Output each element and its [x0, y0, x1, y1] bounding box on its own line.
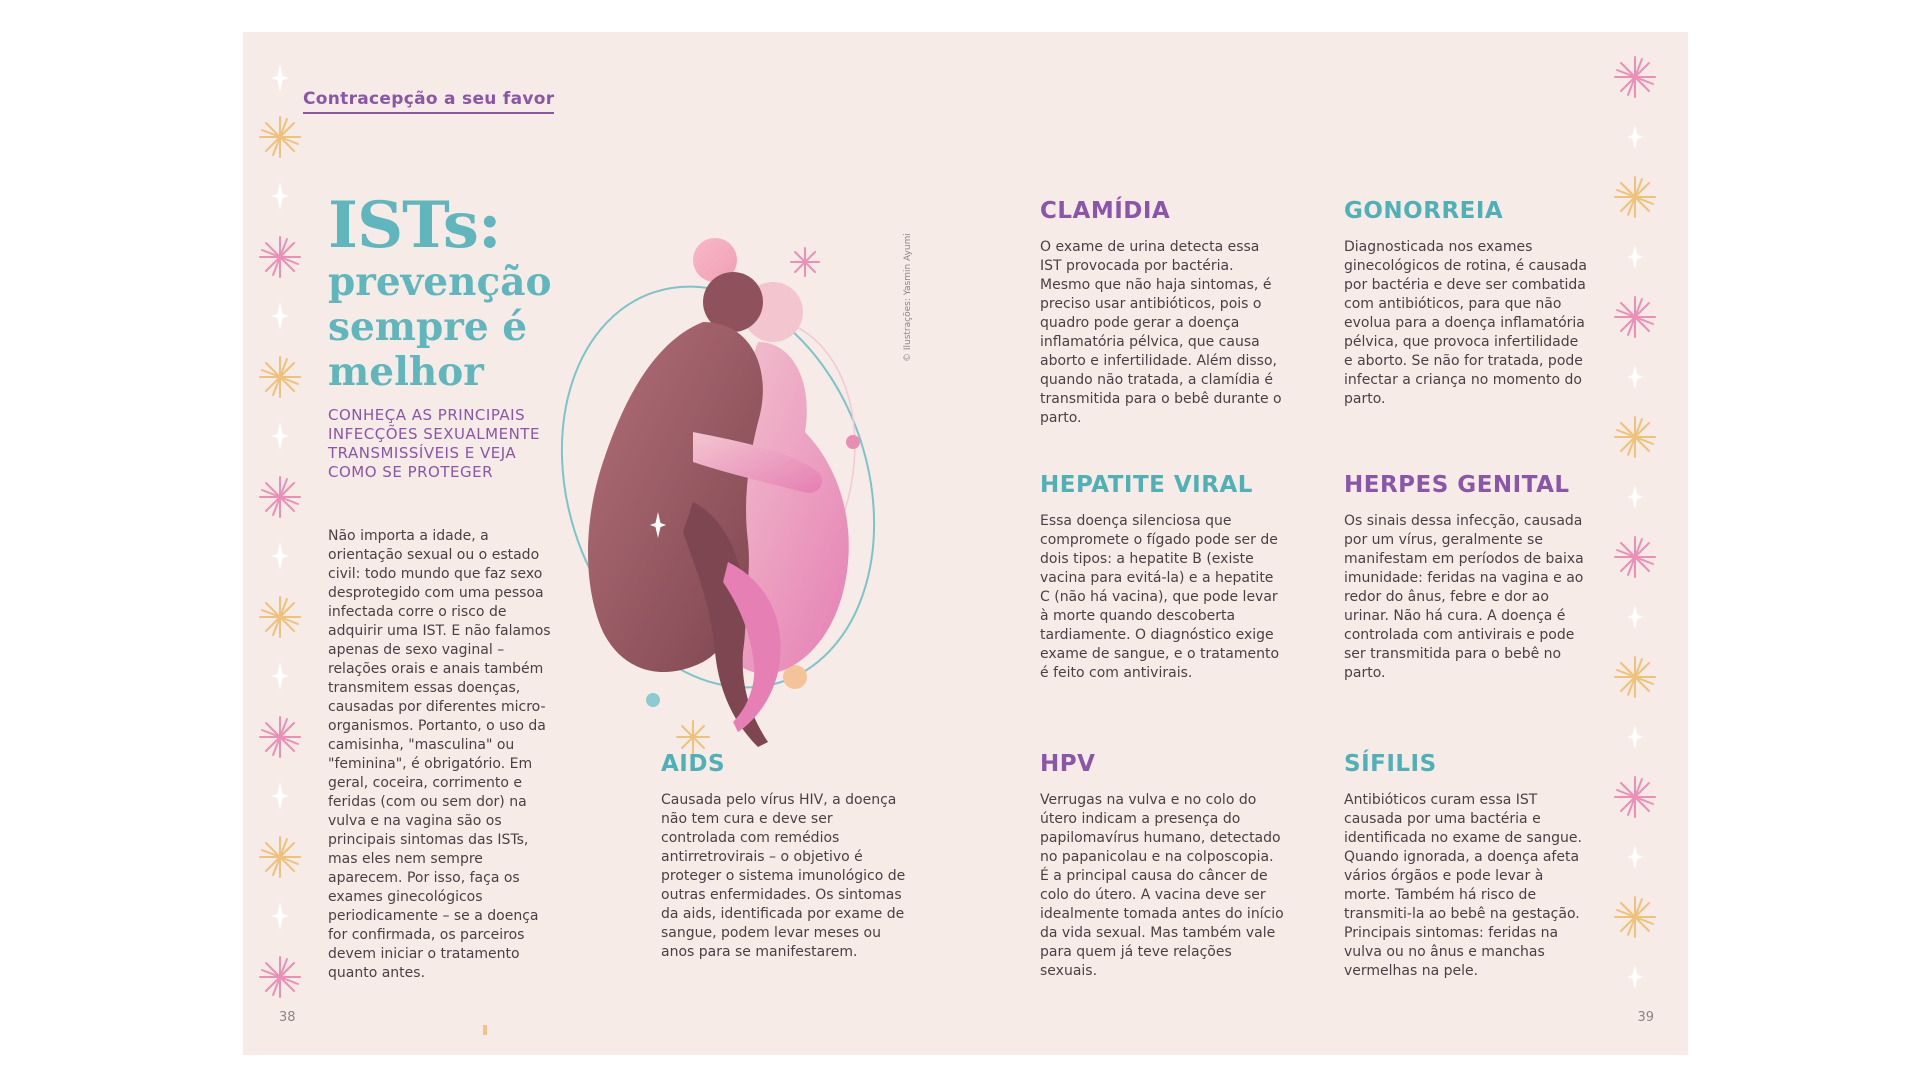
white-sparkle-icon — [1627, 245, 1643, 269]
pink-star-icon — [1615, 777, 1655, 817]
illustration-credit-wrap — [903, 232, 917, 362]
sparkle-column-right — [1610, 37, 1660, 1037]
block-title-clamidia: CLAMÍDIA — [1040, 198, 1171, 224]
block-gonorreia — [1344, 198, 1589, 409]
white-sparkle-icon — [1627, 725, 1643, 749]
subtitle: CONHEÇA AS PRINCIPAIS INFECÇÕES SEXUALMENTE TRANSMISSÍVEIS E VEJA COMO SE PROTEGER — [328, 406, 540, 481]
block-text-clamidia: O exame de urina detecta essa IST provocada por bactéria. Mesmo que não haja sintomas, é preciso usar antibióticos, pois o quadro pode gerar a doença inflamatória pélvica, que causa aborto e infertilidade. Além disso, quando não tratada, a clamídia é transmitida para o bebê durante o parto. — [1040, 239, 1282, 426]
white-sparkle-icon — [271, 64, 289, 92]
sparkle-column-left — [255, 42, 305, 1042]
magazine-spread — [243, 32, 1688, 1055]
block-text-gonorreia: Diagnosticada nos exames ginecológicos de rotina, é causada por bactéria e deve ser combatida com antibióticos, para que não evolua para a doença inflamatória pélvica, que provoca infertilidade e aborto. Se não for tratada, pode infectar a criança no momento do parto. — [1344, 239, 1588, 407]
block-text-hpv: Verrugas na vulva e no colo do útero indicam a presença do papilomavírus humano, detectado no papanicolau e na colposcopia. É a principal causa do câncer de colo do útero. A vacina deve ser idealmente tomada antes do início da vida sexual. Mas também vale para quem já teve relações sexuais. — [1040, 792, 1284, 979]
illustration-credit: © Ilustrações: Yasmin Ayumi — [903, 233, 913, 362]
pink-star-icon — [260, 717, 300, 757]
block-text-herpes: Os sinais dessa infecção, causada por um vírus, geralmente se manifestam em períodos de baixa imunidade: feridas na vagina e ao redor do ânus, febre e dor ao urinar. Não há cura. A doença é controlada com antivirais e pode ser transmitida para o bebê no parto. — [1344, 513, 1584, 681]
block-title-herpes: HERPES GENITAL — [1344, 472, 1570, 498]
pink-star-icon — [1615, 57, 1655, 97]
white-sparkle-icon — [1627, 485, 1643, 509]
white-sparkle-icon — [271, 422, 289, 450]
white-sparkle-icon — [1627, 965, 1643, 989]
block-sifilis — [1344, 751, 1589, 981]
block-text-aids: Causada pelo vírus HIV, a doença não tem cura e deve ser controlada com remédios antirretrovirais – o objetivo é proteger o sistema imunológico de outras enfermidades. Os sintomas da aids, identificada por exame de sangue, podem levar meses ou anos para se manifestarem. — [661, 792, 906, 960]
page-edge-mark — [483, 1025, 487, 1035]
white-sparkle-icon — [271, 302, 289, 330]
block-clamidia — [1040, 198, 1285, 428]
gold-star-icon — [260, 597, 300, 637]
block-text-hepatite: Essa doença silenciosa que compromete o fígado pode ser de dois tipos: a hepatite B (existe vacina para evitá-la) e a hepatite C (não há vacina), que pode levar à morte quando descoberta tardiamente. O diagnóstico exige exame de sangue, e o tratamento é feito com antivirais. — [1040, 513, 1280, 681]
gold-star-icon — [260, 117, 300, 157]
white-sparkle-icon — [271, 782, 289, 810]
white-sparkle-icon — [271, 182, 289, 210]
page-title — [328, 188, 568, 395]
block-title-aids: AIDS — [661, 751, 726, 777]
pink-star-icon — [260, 237, 300, 277]
title-line-2: prevenção sempre é melhor — [328, 259, 552, 395]
block-title-gonorreia: GONORREIA — [1344, 198, 1504, 224]
block-herpes — [1344, 472, 1589, 683]
block-hpv — [1040, 751, 1285, 981]
white-sparkle-icon — [1627, 365, 1643, 389]
gold-star-icon — [260, 357, 300, 397]
pink-star-icon — [1615, 537, 1655, 577]
gold-star-icon — [1615, 657, 1655, 697]
intro-text: Não importa a idade, a orientação sexual ou o estado civil: todo mundo que faz sexo desprotegido com uma pessoa infectada corre o risco de adquirir uma IST. E não falamos apenas de sexo vaginal – relações orais e anais também transmitem essas doenças, causadas por diferentes micro-organismos. Portanto, o uso da camisinha, "masculina" ou "feminina", é obrigatório. Em geral, coceira, corrimento e feridas (com ou sem dor) na vulva e na vagina são os principais sintomas das ISTs, mas eles nem sempre aparecem. Por isso, faça os exames ginecológicos periodicamente – se a doença for confirmada, os parceiros devem iniciar o tratamento quanto antes. — [328, 528, 551, 981]
block-title-hpv: HPV — [1040, 751, 1096, 777]
gold-star-icon — [1615, 417, 1655, 457]
title-line-1: ISTs: — [328, 188, 501, 263]
page-number-right: 39 — [1637, 1010, 1654, 1025]
white-sparkle-icon — [271, 662, 289, 690]
white-sparkle-icon — [271, 542, 289, 570]
pink-star-icon — [260, 477, 300, 517]
gold-star-icon — [1615, 177, 1655, 217]
gold-star-icon — [1615, 897, 1655, 937]
block-title-sifilis: SÍFILIS — [1344, 751, 1437, 777]
gold-star-icon — [260, 837, 300, 877]
page-number-left: 38 — [279, 1010, 296, 1025]
white-sparkle-icon — [1627, 845, 1643, 869]
white-sparkle-icon — [1627, 125, 1643, 149]
pink-star-icon — [1615, 297, 1655, 337]
white-sparkle-icon — [1627, 605, 1643, 629]
block-hepatite — [1040, 472, 1285, 683]
section-label: Contracepção a seu favor — [303, 89, 554, 114]
block-text-sifilis: Antibióticos curam essa IST causada por uma bactéria e identificada no exame de sangue. Quando ignorada, a doença afeta vários órgãos e pode levar à morte. Também há risco de transmiti-la ao bebê na gestação. Principais sintomas: feridas na vulva ou no ânus e manchas vermelhas na pele. — [1344, 792, 1582, 979]
pink-star-icon — [260, 957, 300, 997]
block-title-hepatite: HEPATITE VIRAL — [1040, 472, 1253, 498]
white-sparkle-icon — [271, 902, 289, 930]
block-aids — [661, 751, 906, 962]
couple-illustration — [543, 202, 883, 762]
